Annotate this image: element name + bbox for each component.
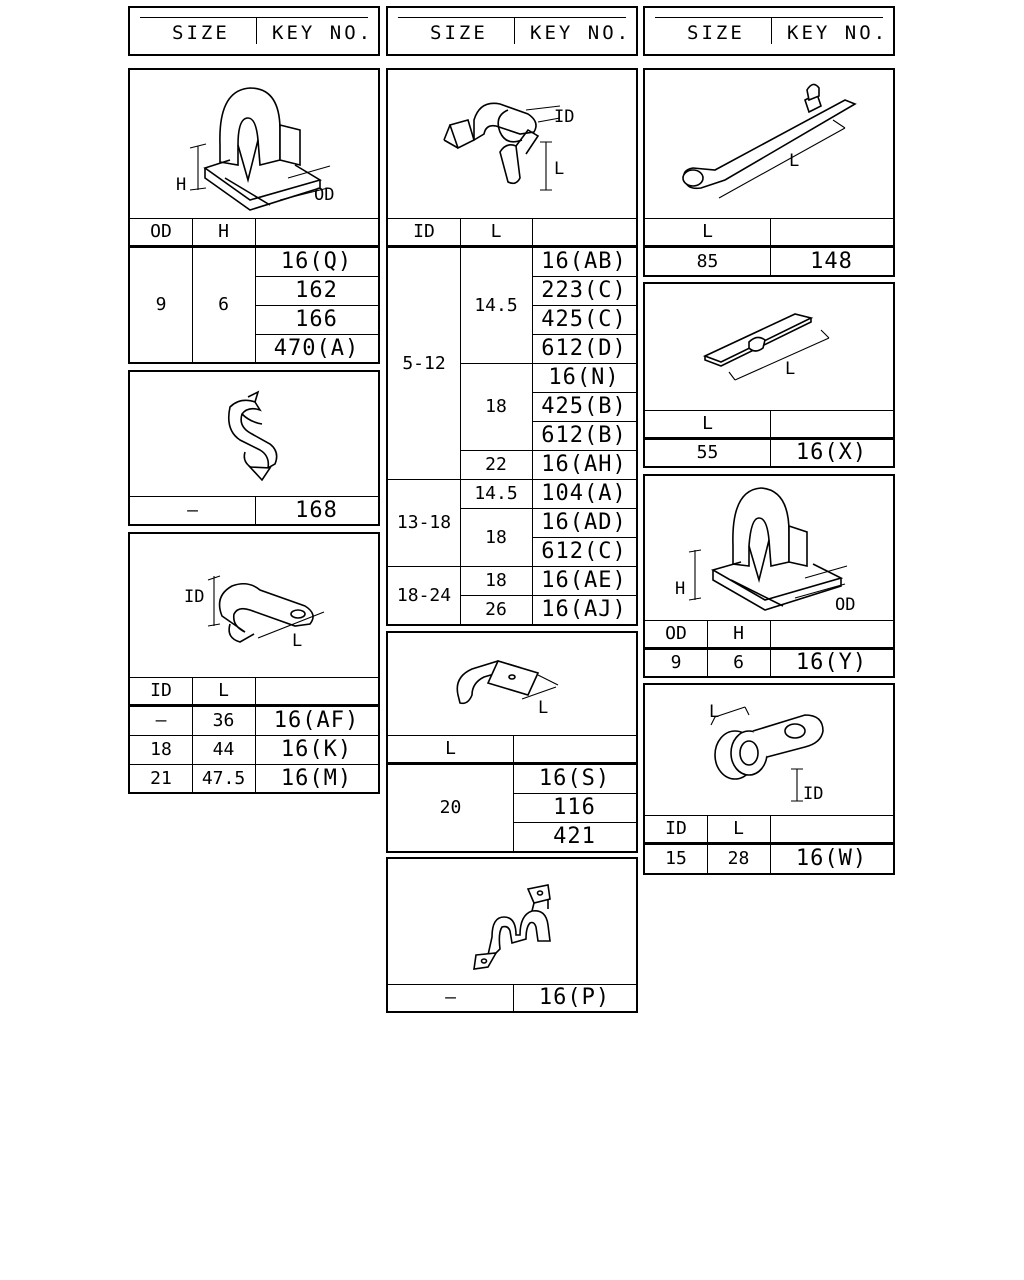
dim-label: OD bbox=[314, 185, 335, 205]
strap-clip-icon bbox=[645, 70, 893, 220]
push-clip-icon bbox=[645, 476, 893, 622]
l-value: 44 bbox=[212, 739, 235, 760]
l-value: 22 bbox=[485, 454, 507, 475]
size-table bbox=[130, 677, 378, 792]
dim-label: ID bbox=[184, 587, 205, 607]
l-value: 18 bbox=[485, 396, 507, 417]
part-panel-twin-clip bbox=[386, 68, 638, 626]
id-value: 13-18 bbox=[396, 512, 452, 533]
key-number: 16(AH) bbox=[541, 452, 627, 477]
dim-label: ID bbox=[554, 107, 575, 127]
id-value: 18-24 bbox=[396, 584, 452, 606]
key-number: 166 bbox=[295, 307, 338, 332]
key-number: 16(Q) bbox=[280, 249, 353, 274]
size-label: SIZE bbox=[430, 22, 488, 44]
dim-label: L bbox=[554, 159, 565, 179]
column-header-3 bbox=[643, 6, 895, 56]
size-table bbox=[130, 218, 378, 362]
col-header-l: L bbox=[218, 680, 229, 701]
part-panel-flat-band bbox=[643, 282, 895, 468]
size-label: SIZE bbox=[172, 22, 230, 44]
l-value: 20 bbox=[439, 797, 462, 818]
p-clamp-icon bbox=[645, 685, 893, 819]
key-number: 16(AE) bbox=[541, 568, 627, 593]
key-number: 16(W) bbox=[795, 846, 868, 871]
key-number: 16(M) bbox=[280, 765, 353, 791]
key-number: 612(D) bbox=[541, 336, 627, 361]
dim-label: ID bbox=[803, 784, 824, 804]
key-number: 104(A) bbox=[541, 481, 627, 506]
size-value: — bbox=[445, 987, 456, 1008]
col-header-id: ID bbox=[665, 818, 687, 839]
l-value: 26 bbox=[485, 599, 507, 620]
l-value: 18 bbox=[485, 570, 507, 591]
col-header-l: L bbox=[702, 221, 713, 242]
l-value: 55 bbox=[696, 442, 719, 463]
part-panel-push-clip bbox=[128, 68, 380, 364]
hose-clamp-icon bbox=[130, 372, 378, 498]
l-value: 47.5 bbox=[201, 767, 246, 789]
part-panel-loop-clip bbox=[128, 532, 380, 794]
key-number: 470(A) bbox=[273, 335, 360, 361]
key-number: 148 bbox=[810, 248, 853, 274]
size-table bbox=[130, 496, 378, 524]
dim-label: H bbox=[176, 175, 187, 195]
spring-clip-icon bbox=[388, 633, 636, 737]
dim-label: L bbox=[785, 359, 796, 379]
column-header-1 bbox=[128, 6, 380, 56]
id-value: 5-12 bbox=[402, 352, 446, 374]
key-number: 116 bbox=[553, 795, 596, 820]
key-number: 16(X) bbox=[795, 440, 868, 465]
l-value: 28 bbox=[727, 848, 750, 869]
part-panel-p-clamp bbox=[643, 683, 895, 875]
dim-label: L bbox=[292, 631, 303, 651]
part-panel-strap-clip bbox=[643, 68, 895, 277]
loop-clip-icon bbox=[130, 534, 378, 679]
h-value: 6 bbox=[733, 652, 744, 673]
od-value: 9 bbox=[670, 652, 682, 673]
key-number: 612(C) bbox=[541, 539, 627, 564]
col-header-id: ID bbox=[150, 680, 172, 701]
dim-label: H bbox=[675, 579, 686, 599]
key-number: 223(C) bbox=[541, 278, 627, 303]
size-table bbox=[645, 410, 893, 466]
key-number: 16(AD) bbox=[541, 510, 627, 535]
key-number: 16(S) bbox=[538, 766, 611, 791]
key-number: 16(AB) bbox=[541, 249, 627, 274]
key-number: 16(P) bbox=[538, 985, 611, 1010]
dim-label: L bbox=[789, 151, 800, 171]
key-number: 16(K) bbox=[280, 737, 353, 762]
size-label: SIZE bbox=[687, 22, 745, 44]
size-table bbox=[645, 620, 893, 676]
key-number: 162 bbox=[295, 278, 338, 303]
id-value: 21 bbox=[150, 767, 172, 789]
key-label: KEY NO. bbox=[530, 22, 632, 44]
size-value: — bbox=[187, 499, 198, 521]
key-number: 16(N) bbox=[548, 365, 620, 390]
size-table bbox=[645, 218, 893, 275]
flat-band-icon bbox=[645, 284, 893, 412]
twin-clip-icon bbox=[388, 70, 636, 220]
push-clip-icon bbox=[130, 70, 378, 220]
col-header-l: L bbox=[445, 738, 456, 759]
col-header-l: L bbox=[490, 221, 502, 242]
part-panel-double-bracket bbox=[386, 857, 638, 1013]
key-number: 16(Y) bbox=[795, 650, 868, 675]
l-value: 36 bbox=[212, 710, 235, 731]
col-header-h: H bbox=[733, 623, 744, 644]
key-number: 425(B) bbox=[541, 394, 627, 419]
size-table bbox=[388, 218, 636, 624]
part-panel-spring-clip bbox=[386, 631, 638, 853]
id-value: 15 bbox=[665, 848, 687, 869]
size-table bbox=[388, 735, 636, 851]
part-panel-push-clip-2 bbox=[643, 474, 895, 678]
key-number: 421 bbox=[553, 824, 596, 849]
l-value: 85 bbox=[696, 250, 719, 272]
id-value: — bbox=[155, 710, 167, 731]
size-table bbox=[388, 984, 636, 1011]
l-value: 14.5 bbox=[474, 483, 518, 504]
id-value: 18 bbox=[150, 739, 172, 760]
l-value: 14.5 bbox=[474, 294, 518, 316]
col-header-l: L bbox=[733, 818, 744, 839]
key-label: KEY NO. bbox=[787, 22, 889, 44]
col-header-id: ID bbox=[413, 221, 435, 242]
col-header-l: L bbox=[702, 413, 713, 434]
dim-label: L bbox=[709, 702, 720, 722]
h-value: 6 bbox=[218, 294, 229, 315]
double-bracket-icon bbox=[388, 859, 636, 986]
key-number: 425(C) bbox=[541, 307, 627, 332]
od-value: 9 bbox=[155, 294, 167, 315]
part-panel-hose-clamp bbox=[128, 370, 380, 526]
col-header-h: H bbox=[218, 221, 229, 242]
dim-label: OD bbox=[835, 595, 856, 615]
col-header-od: OD bbox=[665, 623, 687, 644]
key-number: 168 bbox=[295, 497, 338, 523]
key-label: KEY NO. bbox=[272, 22, 374, 44]
key-number: 16(AJ) bbox=[541, 597, 627, 622]
key-number: 16(AF) bbox=[273, 708, 360, 733]
col-header-od: OD bbox=[150, 221, 172, 242]
size-table bbox=[645, 815, 893, 873]
column-header-2 bbox=[386, 6, 638, 56]
dim-label: L bbox=[538, 698, 549, 718]
key-number: 612(B) bbox=[541, 423, 627, 448]
l-value: 18 bbox=[485, 526, 507, 548]
